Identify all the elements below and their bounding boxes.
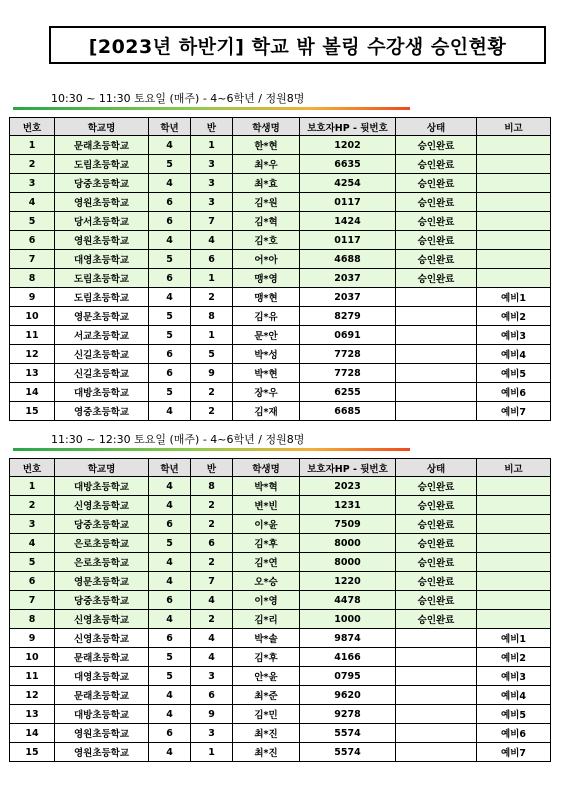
cell-student: 김*연 (233, 553, 300, 572)
table-row (10, 250, 551, 269)
table-row (10, 534, 551, 553)
cell-note (477, 250, 551, 269)
cell-grade: 5 (149, 648, 191, 667)
cell-student: 박*성 (233, 345, 300, 364)
cell-student: 맹*영 (233, 269, 300, 288)
cell-grade: 4 (149, 553, 191, 572)
cell-student: 최*진 (233, 724, 300, 743)
cell-grade: 4 (149, 572, 191, 591)
cell-class: 2 (191, 402, 233, 421)
table-row (10, 345, 551, 364)
cell-number: 11 (10, 326, 55, 345)
table-row (10, 667, 551, 686)
table-row (10, 705, 551, 724)
cell-guardian-phone: 1202 (300, 136, 396, 155)
cell-note (477, 572, 551, 591)
session-header (9, 429, 550, 451)
session-header (9, 88, 550, 110)
cell-note (477, 193, 551, 212)
cell-guardian-phone: 2037 (300, 288, 396, 307)
cell-status: 승인완료 (396, 591, 477, 610)
cell-school: 당중초등학교 (55, 515, 149, 534)
table-row (10, 269, 551, 288)
cell-status (396, 648, 477, 667)
cell-class: 6 (191, 686, 233, 705)
cell-note (477, 269, 551, 288)
cell-number: 10 (10, 648, 55, 667)
cell-status (396, 288, 477, 307)
cell-class: 6 (191, 534, 233, 553)
col-header-grade: 학년 (149, 459, 191, 477)
cell-class: 5 (191, 345, 233, 364)
cell-class: 8 (191, 307, 233, 326)
cell-note (477, 496, 551, 515)
cell-grade: 4 (149, 477, 191, 496)
cell-number: 6 (10, 572, 55, 591)
table-row (10, 136, 551, 155)
cell-school: 신길초등학교 (55, 364, 149, 383)
cell-status (396, 364, 477, 383)
table-row (10, 383, 551, 402)
cell-number: 14 (10, 724, 55, 743)
cell-student: 어*아 (233, 250, 300, 269)
cell-student: 한*현 (233, 136, 300, 155)
cell-status (396, 326, 477, 345)
cell-school: 은로초등학교 (55, 534, 149, 553)
cell-note: 예비4 (477, 345, 551, 364)
cell-status: 승인완료 (396, 572, 477, 591)
cell-status: 승인완료 (396, 269, 477, 288)
student-table (9, 458, 551, 762)
cell-class: 4 (191, 648, 233, 667)
cell-school: 대영초등학교 (55, 250, 149, 269)
cell-guardian-phone: 8000 (300, 534, 396, 553)
cell-number: 12 (10, 686, 55, 705)
cell-status: 승인완료 (396, 515, 477, 534)
cell-student: 장*우 (233, 383, 300, 402)
cell-student: 오*승 (233, 572, 300, 591)
cell-class: 3 (191, 724, 233, 743)
cell-grade: 4 (149, 136, 191, 155)
cell-student: 박*혁 (233, 477, 300, 496)
cell-guardian-phone: 1424 (300, 212, 396, 231)
cell-number: 13 (10, 364, 55, 383)
cell-note: 예비6 (477, 724, 551, 743)
cell-student: 김*민 (233, 705, 300, 724)
col-header-school: 학교명 (55, 459, 149, 477)
cell-school: 영원초등학교 (55, 231, 149, 250)
cell-number: 6 (10, 231, 55, 250)
cell-number: 4 (10, 193, 55, 212)
cell-number: 5 (10, 212, 55, 231)
table-row (10, 174, 551, 193)
cell-grade: 5 (149, 534, 191, 553)
table-row (10, 553, 551, 572)
cell-guardian-phone: 7728 (300, 345, 396, 364)
col-header-number: 번호 (10, 118, 55, 136)
cell-status: 승인완료 (396, 250, 477, 269)
cell-grade: 5 (149, 667, 191, 686)
cell-status: 승인완료 (396, 496, 477, 515)
cell-guardian-phone: 6685 (300, 402, 396, 421)
cell-note: 예비2 (477, 648, 551, 667)
gradient-divider (13, 448, 410, 451)
cell-number: 7 (10, 250, 55, 269)
cell-status (396, 402, 477, 421)
col-header-class: 반 (191, 118, 233, 136)
cell-status: 승인완료 (396, 553, 477, 572)
cell-school: 영원초등학교 (55, 193, 149, 212)
cell-note (477, 155, 551, 174)
table-row (10, 591, 551, 610)
cell-student: 안*윤 (233, 667, 300, 686)
col-header-student: 학생명 (233, 459, 300, 477)
cell-number: 14 (10, 383, 55, 402)
cell-student: 최*우 (233, 155, 300, 174)
cell-class: 2 (191, 610, 233, 629)
table-row (10, 193, 551, 212)
cell-number: 1 (10, 477, 55, 496)
cell-status: 승인완료 (396, 136, 477, 155)
cell-student: 변*빈 (233, 496, 300, 515)
cell-school: 대영초등학교 (55, 667, 149, 686)
session-section-2 (9, 429, 550, 762)
cell-note (477, 174, 551, 193)
cell-note (477, 515, 551, 534)
cell-note: 예비3 (477, 326, 551, 345)
cell-status (396, 629, 477, 648)
cell-guardian-phone: 7728 (300, 364, 396, 383)
table-row (10, 364, 551, 383)
cell-status: 승인완료 (396, 193, 477, 212)
cell-number: 13 (10, 705, 55, 724)
cell-guardian-phone: 0117 (300, 231, 396, 250)
cell-student: 이*영 (233, 591, 300, 610)
cell-note: 예비4 (477, 686, 551, 705)
cell-class: 8 (191, 477, 233, 496)
table-row (10, 326, 551, 345)
cell-grade: 6 (149, 515, 191, 534)
cell-guardian-phone: 1231 (300, 496, 396, 515)
page-title: [2023년 하반기] 학교 밖 볼링 수강생 승인현황 (49, 26, 546, 64)
cell-guardian-phone: 8000 (300, 553, 396, 572)
cell-school: 도림초등학교 (55, 155, 149, 174)
cell-student: 최*효 (233, 174, 300, 193)
cell-grade: 4 (149, 496, 191, 515)
table-row (10, 288, 551, 307)
col-header-status: 상태 (396, 459, 477, 477)
cell-number: 15 (10, 743, 55, 762)
student-table (9, 117, 551, 421)
cell-number: 15 (10, 402, 55, 421)
cell-class: 3 (191, 174, 233, 193)
cell-school: 도림초등학교 (55, 269, 149, 288)
col-header-school: 학교명 (55, 118, 149, 136)
cell-guardian-phone: 4166 (300, 648, 396, 667)
cell-class: 7 (191, 212, 233, 231)
table-row (10, 402, 551, 421)
col-header-class: 반 (191, 459, 233, 477)
cell-status (396, 686, 477, 705)
cell-grade: 6 (149, 364, 191, 383)
cell-grade: 6 (149, 345, 191, 364)
cell-grade: 4 (149, 231, 191, 250)
cell-status (396, 724, 477, 743)
cell-student: 박*현 (233, 364, 300, 383)
table-header-row (10, 459, 551, 477)
cell-number: 7 (10, 591, 55, 610)
session-label: 10:30 ~ 11:30 토요일 (매주) - 4~6학년 / 정원8명 (51, 92, 305, 105)
cell-note: 예비1 (477, 629, 551, 648)
cell-guardian-phone: 0691 (300, 326, 396, 345)
cell-class: 6 (191, 250, 233, 269)
cell-number: 9 (10, 288, 55, 307)
cell-note: 예비5 (477, 364, 551, 383)
table-row (10, 496, 551, 515)
cell-grade: 4 (149, 743, 191, 762)
cell-guardian-phone: 4254 (300, 174, 396, 193)
cell-guardian-phone: 2037 (300, 269, 396, 288)
cell-guardian-phone: 6635 (300, 155, 396, 174)
col-header-status: 상태 (396, 118, 477, 136)
cell-student: 문*안 (233, 326, 300, 345)
cell-status: 승인완료 (396, 231, 477, 250)
cell-school: 신길초등학교 (55, 345, 149, 364)
cell-status (396, 345, 477, 364)
cell-school: 신영초등학교 (55, 629, 149, 648)
cell-guardian-phone: 8279 (300, 307, 396, 326)
cell-school: 문래초등학교 (55, 648, 149, 667)
table-row (10, 686, 551, 705)
cell-guardian-phone: 9874 (300, 629, 396, 648)
cell-note (477, 610, 551, 629)
cell-note (477, 534, 551, 553)
cell-guardian-phone: 0117 (300, 193, 396, 212)
gradient-divider (13, 107, 410, 110)
cell-student: 김*원 (233, 193, 300, 212)
cell-grade: 4 (149, 705, 191, 724)
cell-grade: 5 (149, 250, 191, 269)
cell-status (396, 383, 477, 402)
cell-status (396, 743, 477, 762)
cell-guardian-phone: 5574 (300, 743, 396, 762)
cell-class: 3 (191, 193, 233, 212)
cell-status (396, 667, 477, 686)
cell-school: 신영초등학교 (55, 496, 149, 515)
col-header-student: 학생명 (233, 118, 300, 136)
cell-student: 김*후 (233, 648, 300, 667)
cell-guardian-phone: 1000 (300, 610, 396, 629)
cell-number: 9 (10, 629, 55, 648)
cell-class: 1 (191, 326, 233, 345)
cell-grade: 5 (149, 383, 191, 402)
cell-grade: 4 (149, 288, 191, 307)
cell-student: 김*유 (233, 307, 300, 326)
cell-note (477, 231, 551, 250)
cell-number: 8 (10, 269, 55, 288)
cell-school: 서교초등학교 (55, 326, 149, 345)
cell-guardian-phone: 9620 (300, 686, 396, 705)
cell-student: 이*윤 (233, 515, 300, 534)
cell-class: 7 (191, 572, 233, 591)
table-row (10, 307, 551, 326)
cell-class: 3 (191, 155, 233, 174)
cell-note: 예비1 (477, 288, 551, 307)
session-label: 11:30 ~ 12:30 토요일 (매주) - 4~6학년 / 정원8명 (51, 433, 305, 446)
table-row (10, 724, 551, 743)
cell-note (477, 477, 551, 496)
cell-grade: 6 (149, 193, 191, 212)
cell-note: 예비3 (477, 667, 551, 686)
cell-class: 9 (191, 364, 233, 383)
cell-status: 승인완료 (396, 155, 477, 174)
cell-class: 1 (191, 136, 233, 155)
cell-note: 예비6 (477, 383, 551, 402)
session-section-1 (9, 88, 550, 421)
table-row (10, 515, 551, 534)
cell-class: 9 (191, 705, 233, 724)
cell-school: 대방초등학교 (55, 477, 149, 496)
cell-status: 승인완료 (396, 477, 477, 496)
cell-school: 도림초등학교 (55, 288, 149, 307)
cell-student: 김*재 (233, 402, 300, 421)
table-row (10, 648, 551, 667)
cell-guardian-phone: 9278 (300, 705, 396, 724)
cell-guardian-phone: 6255 (300, 383, 396, 402)
cell-status (396, 705, 477, 724)
cell-school: 영원초등학교 (55, 724, 149, 743)
cell-status: 승인완료 (396, 212, 477, 231)
cell-school: 영원초등학교 (55, 743, 149, 762)
cell-note: 예비7 (477, 743, 551, 762)
table-row (10, 477, 551, 496)
cell-class: 2 (191, 288, 233, 307)
cell-school: 문래초등학교 (55, 136, 149, 155)
col-header-guardian-phone: 보호자HP - 뒷번호 (300, 459, 396, 477)
cell-number: 2 (10, 496, 55, 515)
cell-note (477, 553, 551, 572)
cell-grade: 4 (149, 610, 191, 629)
cell-class: 3 (191, 667, 233, 686)
cell-school: 영문초등학교 (55, 307, 149, 326)
cell-guardian-phone: 1220 (300, 572, 396, 591)
cell-number: 4 (10, 534, 55, 553)
cell-class: 4 (191, 591, 233, 610)
cell-student: 최*준 (233, 686, 300, 705)
cell-grade: 5 (149, 155, 191, 174)
cell-status: 승인완료 (396, 534, 477, 553)
cell-number: 2 (10, 155, 55, 174)
cell-number: 3 (10, 174, 55, 193)
cell-grade: 5 (149, 326, 191, 345)
table-row (10, 743, 551, 762)
cell-class: 1 (191, 743, 233, 762)
cell-school: 은로초등학교 (55, 553, 149, 572)
col-header-grade: 학년 (149, 118, 191, 136)
cell-class: 4 (191, 231, 233, 250)
cell-guardian-phone: 5574 (300, 724, 396, 743)
cell-school: 대방초등학교 (55, 705, 149, 724)
cell-number: 1 (10, 136, 55, 155)
cell-grade: 6 (149, 591, 191, 610)
cell-student: 맹*현 (233, 288, 300, 307)
cell-note (477, 591, 551, 610)
col-header-number: 번호 (10, 459, 55, 477)
col-header-guardian-phone: 보호자HP - 뒷번호 (300, 118, 396, 136)
cell-number: 11 (10, 667, 55, 686)
cell-school: 영중초등학교 (55, 402, 149, 421)
cell-class: 1 (191, 269, 233, 288)
table-row (10, 610, 551, 629)
cell-school: 문래초등학교 (55, 686, 149, 705)
cell-student: 김*호 (233, 231, 300, 250)
table-row (10, 572, 551, 591)
cell-note: 예비2 (477, 307, 551, 326)
cell-note (477, 136, 551, 155)
cell-school: 당중초등학교 (55, 174, 149, 193)
cell-number: 8 (10, 610, 55, 629)
cell-number: 3 (10, 515, 55, 534)
cell-class: 2 (191, 496, 233, 515)
cell-guardian-phone: 2023 (300, 477, 396, 496)
table-row (10, 212, 551, 231)
cell-school: 신영초등학교 (55, 610, 149, 629)
table-row (10, 155, 551, 174)
cell-school: 당중초등학교 (55, 591, 149, 610)
table-row (10, 231, 551, 250)
cell-school: 당서초등학교 (55, 212, 149, 231)
cell-grade: 6 (149, 724, 191, 743)
cell-number: 12 (10, 345, 55, 364)
col-header-note: 비고 (477, 118, 551, 136)
cell-number: 5 (10, 553, 55, 572)
cell-student: 최*진 (233, 743, 300, 762)
cell-status (396, 307, 477, 326)
cell-student: 김*리 (233, 610, 300, 629)
cell-note: 예비7 (477, 402, 551, 421)
cell-grade: 4 (149, 174, 191, 193)
cell-status: 승인완료 (396, 610, 477, 629)
cell-student: 박*솔 (233, 629, 300, 648)
table-header-row (10, 118, 551, 136)
cell-class: 2 (191, 515, 233, 534)
cell-student: 김*혁 (233, 212, 300, 231)
cell-number: 10 (10, 307, 55, 326)
cell-note: 예비5 (477, 705, 551, 724)
cell-guardian-phone: 4688 (300, 250, 396, 269)
cell-guardian-phone: 4478 (300, 591, 396, 610)
cell-school: 영문초등학교 (55, 572, 149, 591)
cell-grade: 6 (149, 212, 191, 231)
cell-grade: 4 (149, 402, 191, 421)
cell-class: 2 (191, 383, 233, 402)
cell-grade: 6 (149, 269, 191, 288)
cell-grade: 6 (149, 629, 191, 648)
cell-class: 4 (191, 629, 233, 648)
col-header-note: 비고 (477, 459, 551, 477)
cell-note (477, 212, 551, 231)
cell-grade: 5 (149, 307, 191, 326)
table-row (10, 629, 551, 648)
cell-grade: 4 (149, 686, 191, 705)
cell-student: 김*후 (233, 534, 300, 553)
cell-class: 2 (191, 553, 233, 572)
cell-guardian-phone: 7509 (300, 515, 396, 534)
cell-guardian-phone: 0795 (300, 667, 396, 686)
cell-school: 대방초등학교 (55, 383, 149, 402)
cell-status: 승인완료 (396, 174, 477, 193)
